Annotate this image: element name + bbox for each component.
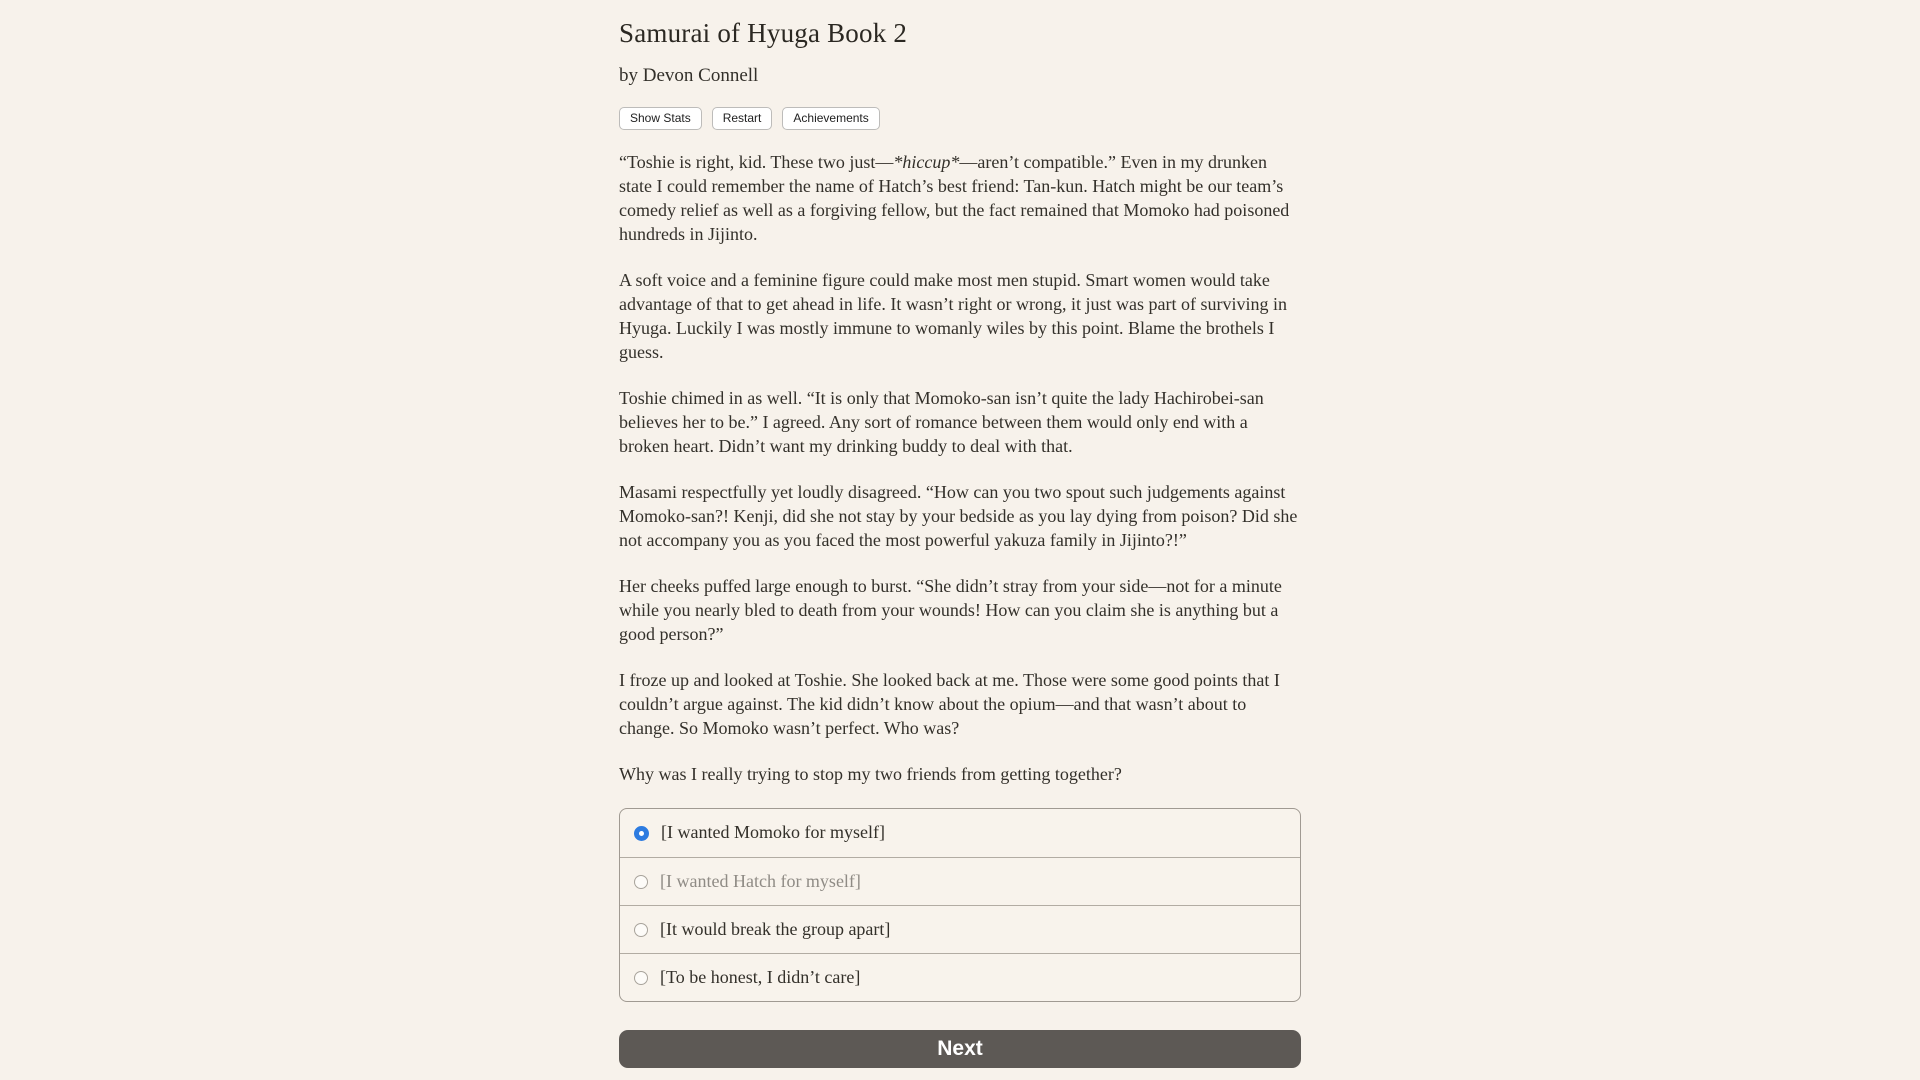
story-paragraph: Toshie chimed in as well. “It is only that Momoko-san isn’t quite the lady Hachirobei-san believes her to be.” I agreed. Any sort of romance between them would only end with a broken heart. Didn’t want my drinking buddy to deal with that. [619,388,1264,457]
story-text [619,150,1301,786]
restart-button[interactable]: Restart [712,107,773,130]
game-title: Samurai of Hyuga Book 2 [619,18,908,48]
option-radio[interactable] [634,971,648,985]
choice-option[interactable] [620,809,1300,857]
next-button[interactable]: Next [619,1030,1301,1068]
option-label: [I wanted Hatch for myself] [660,870,861,891]
story-paragraph: A soft voice and a feminine figure could make most men stupid. Smart women would take advantage of that to get ahead in life. It wasn’t right or wrong, it just was part of surviving in Hyuga. Luckily I was mostly immune to womanly wiles by this point. Blame the brothels I guess. [619,270,1288,363]
show-stats-button[interactable]: Show Stats [619,107,702,130]
story-paragraph: I froze up and looked at Toshie. She looked back at me. Those were some good points that I couldn’t argue against. The kid didn’t know about the opium—and that wasn’t about to change. So Momoko wasn’t perfect. Who was? [619,670,1280,739]
story-paragraph: Masami respectfully yet loudly disagreed. “How can you two spout such judgements against Momoko-san?! Kenji, did she not stay by your bedside as you lay dying from poison? Did she not accompany you as you faced the most powerful yakuza family in Jijinto?!” [619,482,1298,551]
story-paragraph: “Toshie is right, kid. These two just—*hiccup*—aren’t compatible.” Even in my drunken state I could remember the name of Hatch’s best friend: Tan-kun. Hatch might be our team’s comedy relief as well as a forgiving fellow, but the fact remained that Momoko had poisoned hundreds in Jijinto. [619,152,1290,245]
content-column [619,0,1301,1068]
option-label: [To be honest, I didn’t care] [660,966,861,987]
choice-list [619,808,1301,1002]
story-paragraph: Her cheeks puffed large enough to burst. “She didn’t stray from your side—not for a minute while you nearly bled to death from your wounds! How can you claim she is anything but a good person?” [619,576,1282,645]
option-label: [It would break the group apart] [660,918,891,939]
option-radio[interactable] [634,875,648,889]
choice-option[interactable] [620,953,1300,1001]
choice-option[interactable] [620,857,1300,905]
option-radio[interactable] [634,826,649,841]
option-label: [I wanted Momoko for myself] [661,822,885,843]
achievements-button[interactable]: Achievements [782,107,879,130]
option-radio[interactable] [634,923,648,937]
toolbar [619,107,1301,130]
choice-option[interactable] [620,905,1300,953]
game-author: by Devon Connell [619,65,759,86]
story-paragraph: Why was I really trying to stop my two friends from getting together? [619,764,1122,785]
